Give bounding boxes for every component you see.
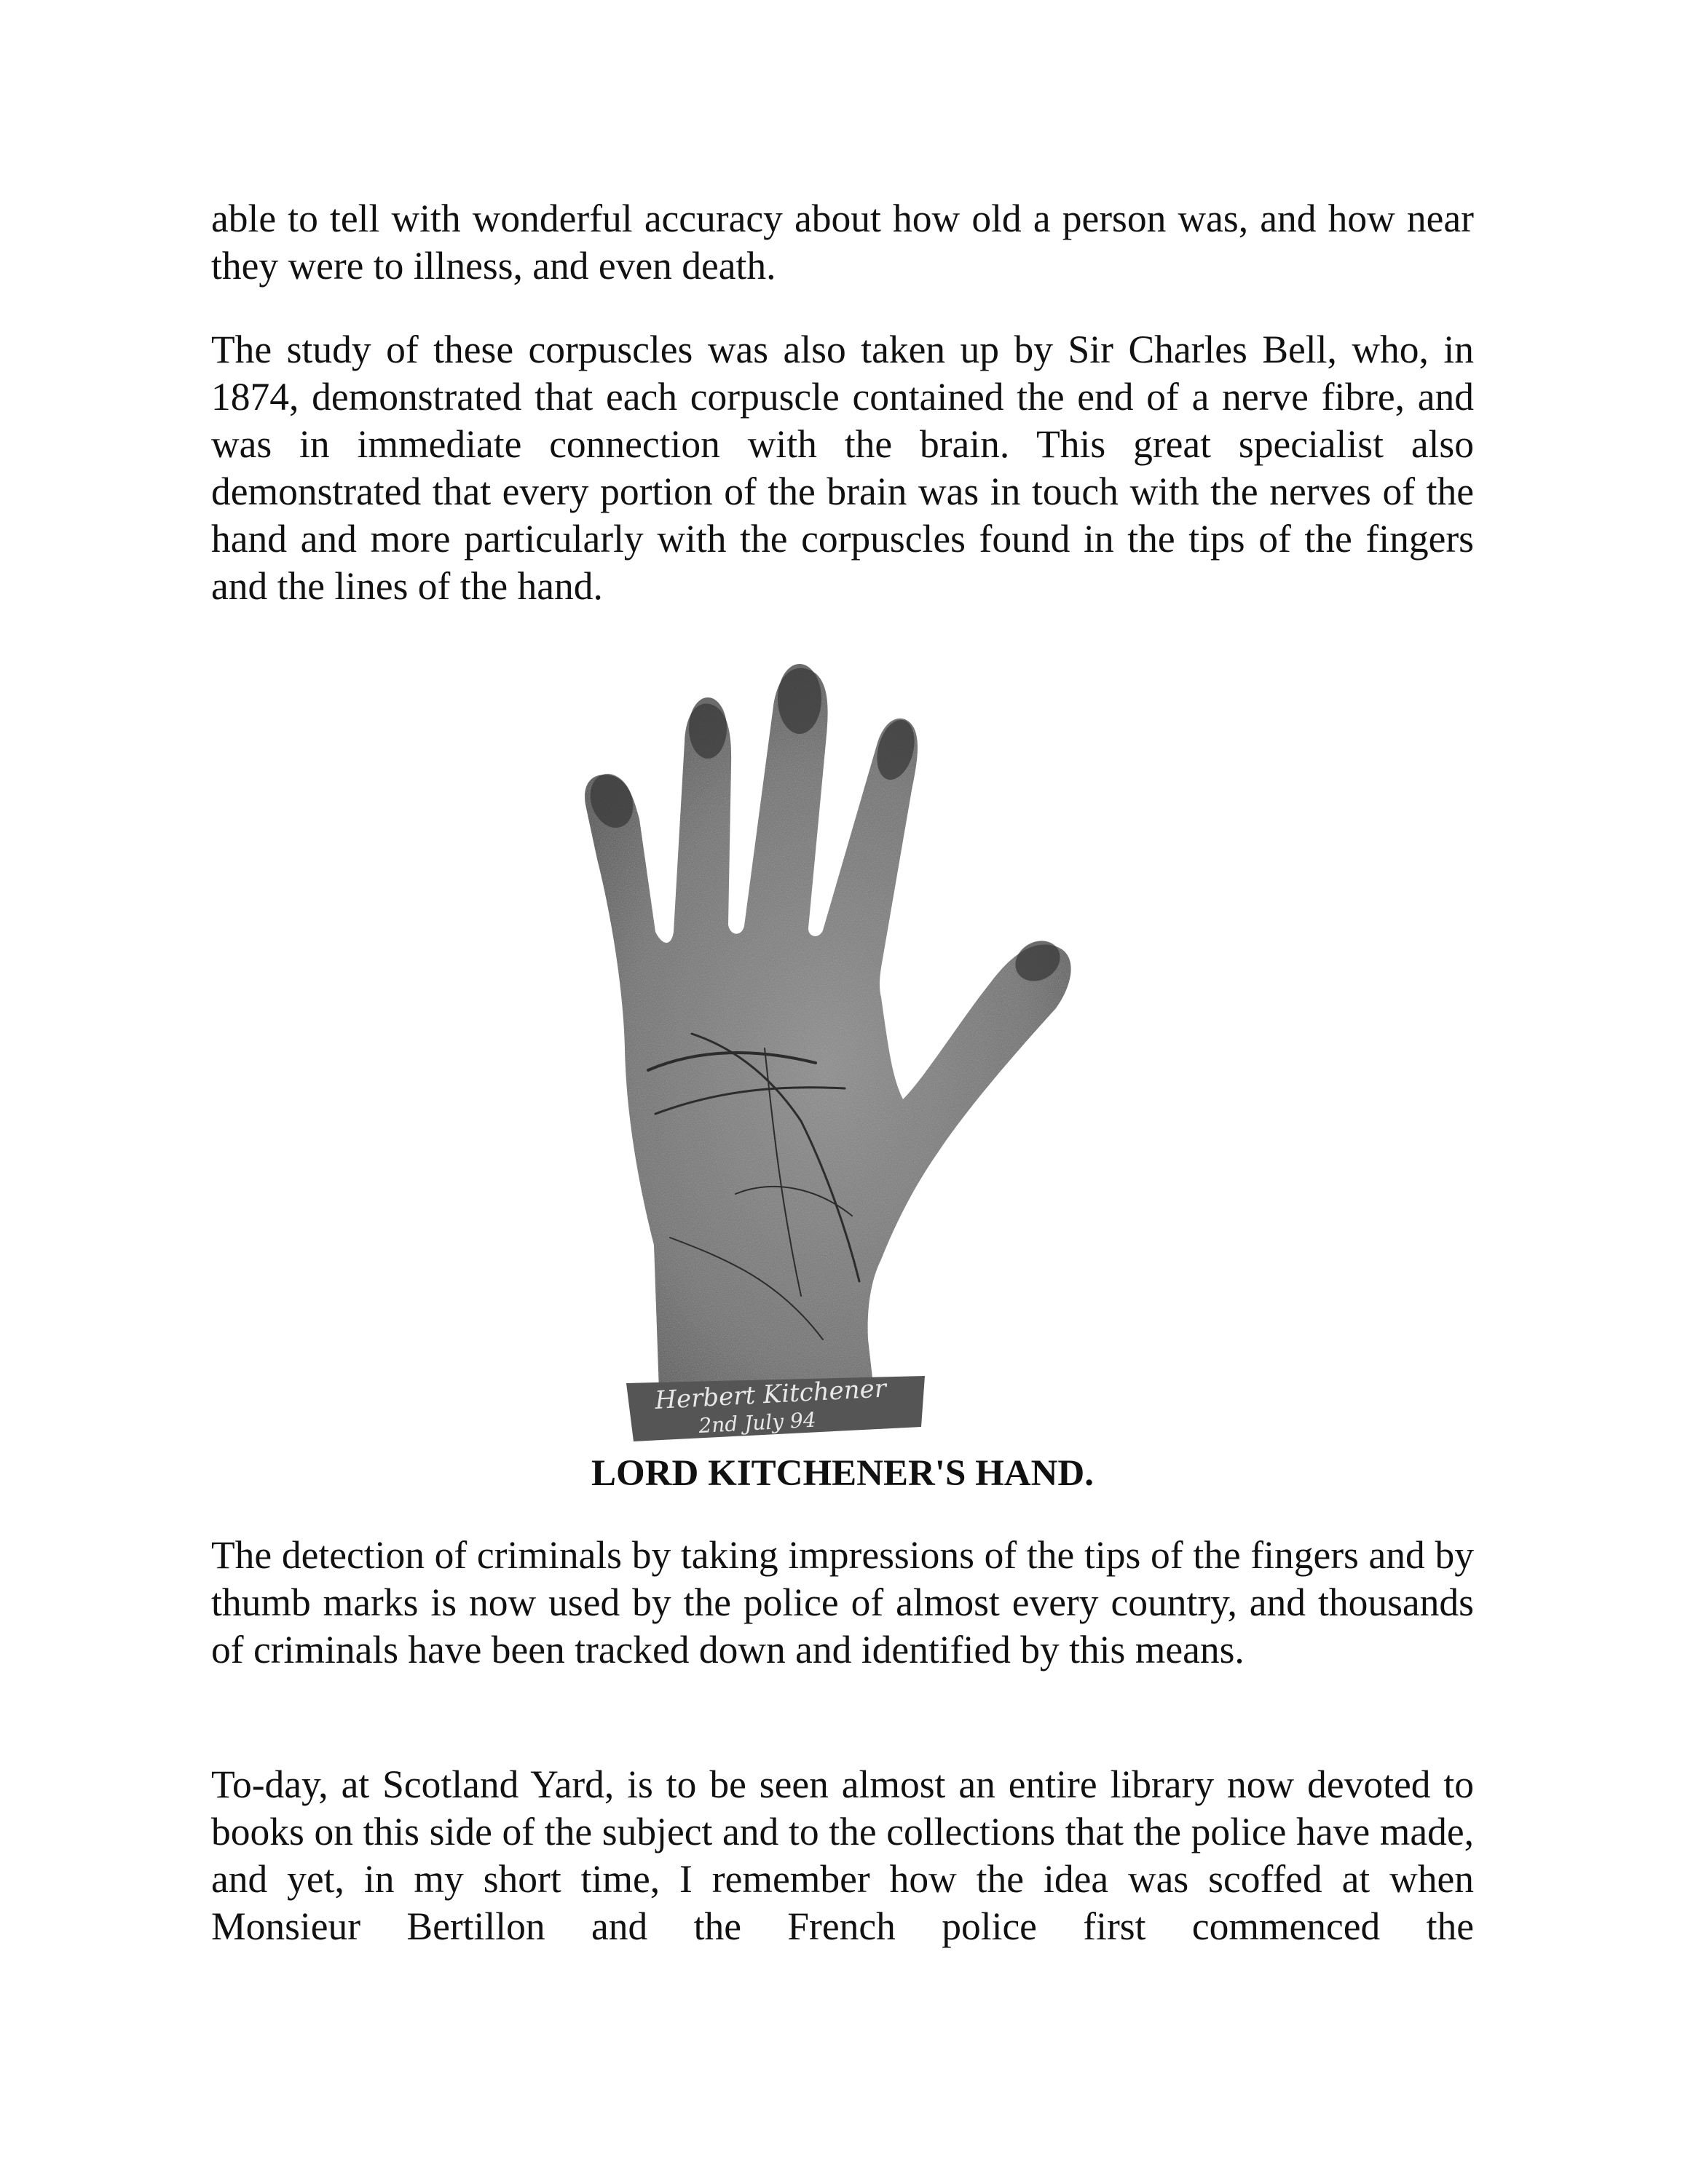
- paragraph-2: The study of these corpuscles was also taken up by Sir Charles Bell, who, in 1874, demonstrated that each corpuscle contained the end of a nerve fibre, and was in immediate connection with the brain. This great specialist also demonstrated that every portion of the brain was in touch with the nerves of the hand and more particularly with the corpuscles found in the tips of the fingers and the lines of the hand.: [211, 328, 1474, 608]
- hand-silhouette: [585, 668, 1071, 1390]
- paragraph-1: able to tell with wonderful accuracy about how old a person was, and how near they were to illness, and even death.: [211, 197, 1474, 288]
- paragraph-4: To-day, at Scotland Yard, is to be seen almost an entire library now devoted to books on this side of the subject and to the collections that the police have made, and yet, in my short time, I remember how the idea was scoffed at when Monsieur Bertillon and the French police first commenced the: [211, 1762, 1474, 1948]
- paragraph-3: The detection of criminals by taking impressions of the tips of the fingers and by thumb marks is now used by the police of almost every country, and thousands of criminals have been tracked down and identified by this means.: [211, 1533, 1474, 1671]
- signature-strip: [626, 1374, 925, 1441]
- hand-print-illustration: [583, 641, 1107, 1441]
- hand-print-figure: [583, 641, 1107, 1441]
- signature-date: 2nd July 94: [698, 1407, 817, 1438]
- signature-text: Herbert Kitchener: [654, 1374, 887, 1415]
- figure-caption: LORD KITCHENER'S HAND.: [591, 1453, 1095, 1494]
